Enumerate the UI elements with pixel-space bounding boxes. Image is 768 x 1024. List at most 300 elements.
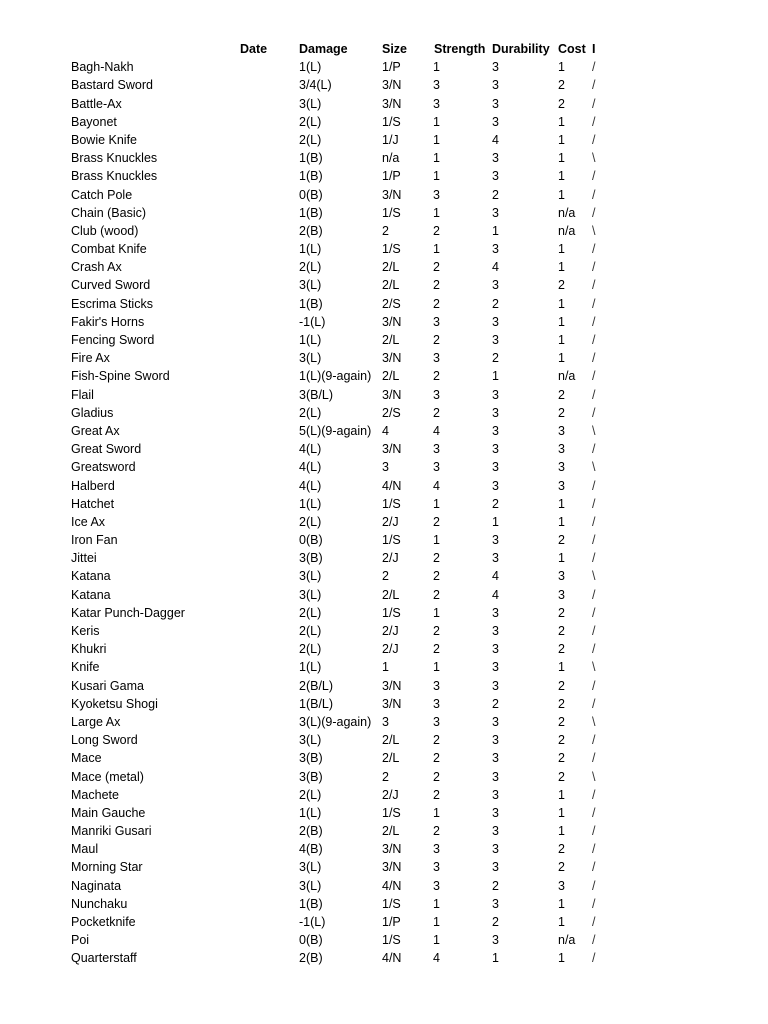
cell-durability[interactable]: 4: [492, 587, 499, 602]
cell-damage[interactable]: -1(L): [299, 915, 326, 929]
cell-weapon-name[interactable]: Fire Ax: [71, 351, 110, 366]
cell-size[interactable]: 1/S: [382, 242, 401, 257]
cell-cost[interactable]: 1: [558, 787, 565, 802]
cell-weapon-name[interactable]: Ice Ax: [71, 514, 106, 529]
cell-extra[interactable]: \: [592, 569, 596, 584]
cell-cost[interactable]: 1: [558, 60, 565, 75]
cell-durability[interactable]: 3: [492, 405, 499, 420]
cell-strength[interactable]: 2: [433, 333, 440, 347]
cell-strength[interactable]: 3: [433, 714, 440, 729]
cell-damage[interactable]: 1(B): [299, 151, 323, 166]
cell-durability[interactable]: 3: [492, 278, 499, 293]
cell-strength[interactable]: 1: [433, 205, 440, 220]
cell-weapon-name[interactable]: Great Sword: [71, 442, 142, 457]
cell-strength[interactable]: 4: [433, 478, 440, 493]
cell-extra[interactable]: /: [592, 733, 596, 748]
cell-extra[interactable]: \: [592, 714, 596, 729]
cell-damage[interactable]: 2(B/L): [299, 678, 334, 693]
cell-extra[interactable]: /: [592, 824, 596, 839]
cell-extra[interactable]: \: [592, 660, 596, 675]
cell-strength[interactable]: 2: [433, 587, 440, 602]
cell-cost[interactable]: 1: [558, 151, 565, 166]
cell-size[interactable]: 2/L: [382, 824, 400, 839]
cell-cost[interactable]: 1: [558, 314, 565, 329]
cell-extra[interactable]: /: [592, 278, 596, 293]
cell-extra[interactable]: /: [592, 132, 596, 147]
cell-damage[interactable]: 1(L): [299, 496, 322, 511]
cell-cost[interactable]: 1: [558, 333, 565, 347]
cell-durability[interactable]: 2: [492, 696, 499, 711]
cell-strength[interactable]: 1: [433, 933, 440, 948]
cell-damage[interactable]: 0(B): [299, 933, 323, 948]
cell-weapon-name[interactable]: Machete: [71, 787, 119, 802]
cell-extra[interactable]: /: [592, 442, 596, 457]
cell-cost[interactable]: 1: [558, 805, 565, 820]
cell-extra[interactable]: /: [592, 933, 596, 948]
cell-size[interactable]: 4: [382, 423, 389, 438]
cell-extra[interactable]: /: [592, 878, 596, 893]
cell-damage[interactable]: 2(L): [299, 514, 322, 529]
cell-damage[interactable]: 1(B): [299, 896, 323, 911]
cell-damage[interactable]: 4(L): [299, 442, 322, 457]
cell-cost[interactable]: n/a: [558, 223, 576, 238]
cell-cost[interactable]: 3: [558, 878, 565, 893]
cell-size[interactable]: 2: [382, 569, 389, 584]
cell-size[interactable]: 2/S: [382, 405, 401, 420]
cell-cost[interactable]: 2: [558, 78, 565, 93]
cell-strength[interactable]: 2: [433, 751, 440, 766]
cell-damage[interactable]: 4(L): [299, 478, 322, 493]
cell-durability[interactable]: 2: [492, 187, 499, 202]
cell-cost[interactable]: 2: [558, 769, 565, 784]
cell-extra[interactable]: /: [592, 96, 596, 111]
cell-durability[interactable]: 3: [492, 205, 499, 220]
cell-durability[interactable]: 3: [492, 733, 499, 748]
cell-strength[interactable]: 3: [433, 678, 440, 693]
cell-cost[interactable]: 2: [558, 278, 565, 293]
cell-size[interactable]: 2/L: [382, 751, 400, 766]
cell-extra[interactable]: /: [592, 860, 596, 875]
cell-size[interactable]: 2: [382, 769, 389, 784]
cell-durability[interactable]: 3: [492, 242, 499, 257]
cell-weapon-name[interactable]: Morning Star: [71, 860, 143, 875]
cell-weapon-name[interactable]: Battle-Ax: [71, 96, 122, 111]
cell-cost[interactable]: 2: [558, 387, 565, 402]
cell-cost[interactable]: 2: [558, 96, 565, 111]
cell-size[interactable]: 2/S: [382, 296, 401, 311]
cell-durability[interactable]: 2: [492, 878, 499, 893]
cell-strength[interactable]: 1: [433, 151, 440, 166]
cell-cost[interactable]: 2: [558, 733, 565, 748]
cell-durability[interactable]: 3: [492, 842, 499, 857]
cell-damage[interactable]: 1(B): [299, 205, 323, 220]
cell-size[interactable]: 2/L: [382, 587, 400, 602]
cell-size[interactable]: 2: [382, 223, 389, 238]
cell-durability[interactable]: 3: [492, 805, 499, 820]
cell-damage[interactable]: 2(L): [299, 114, 322, 129]
cell-durability[interactable]: 3: [492, 114, 499, 129]
cell-extra[interactable]: \: [592, 151, 596, 166]
cell-extra[interactable]: /: [592, 551, 596, 566]
cell-extra[interactable]: /: [592, 896, 596, 911]
cell-extra[interactable]: /: [592, 387, 596, 402]
cell-strength[interactable]: 3: [433, 187, 440, 202]
cell-damage[interactable]: 2(B): [299, 951, 323, 966]
cell-extra[interactable]: /: [592, 314, 596, 329]
cell-extra[interactable]: /: [592, 478, 596, 493]
cell-damage[interactable]: 2(L): [299, 787, 322, 802]
cell-strength[interactable]: 3: [433, 460, 440, 475]
cell-cost[interactable]: 1: [558, 660, 565, 675]
cell-strength[interactable]: 2: [433, 551, 440, 566]
cell-size[interactable]: 2/J: [382, 514, 399, 529]
cell-durability[interactable]: 3: [492, 333, 499, 347]
cell-size[interactable]: 3/N: [382, 96, 402, 111]
cell-cost[interactable]: 1: [558, 169, 565, 184]
cell-weapon-name[interactable]: Mace: [71, 751, 102, 766]
cell-extra[interactable]: \: [592, 423, 596, 438]
cell-size[interactable]: 1/S: [382, 533, 401, 548]
cell-strength[interactable]: 2: [433, 569, 440, 584]
cell-size[interactable]: 2/L: [382, 278, 400, 293]
cell-damage[interactable]: 3(L): [299, 278, 322, 293]
cell-extra[interactable]: /: [592, 642, 596, 657]
cell-damage[interactable]: 1(L): [299, 60, 322, 75]
cell-strength[interactable]: 4: [433, 951, 440, 966]
cell-cost[interactable]: 3: [558, 587, 565, 602]
cell-weapon-name[interactable]: Kusari Gama: [71, 678, 144, 693]
cell-weapon-name[interactable]: Combat Knife: [71, 242, 147, 257]
cell-cost[interactable]: 2: [558, 405, 565, 420]
cell-weapon-name[interactable]: Katana: [71, 569, 111, 584]
cell-cost[interactable]: 1: [558, 351, 565, 366]
cell-weapon-name[interactable]: Main Gauche: [71, 805, 146, 820]
cell-weapon-name[interactable]: Bastard Sword: [71, 78, 153, 93]
cell-damage[interactable]: 0(B): [299, 187, 323, 202]
cell-durability[interactable]: 3: [492, 60, 499, 75]
cell-strength[interactable]: 1: [433, 805, 440, 820]
cell-cost[interactable]: 3: [558, 478, 565, 493]
cell-weapon-name[interactable]: Curved Sword: [71, 278, 151, 293]
cell-weapon-name[interactable]: Chain (Basic): [71, 205, 147, 220]
cell-size[interactable]: 1/S: [382, 605, 401, 620]
cell-strength[interactable]: 3: [433, 351, 440, 366]
cell-cost[interactable]: 1: [558, 951, 565, 966]
cell-extra[interactable]: /: [592, 242, 596, 257]
cell-extra[interactable]: /: [592, 187, 596, 202]
cell-strength[interactable]: 4: [433, 423, 440, 438]
cell-size[interactable]: n/a: [382, 151, 400, 166]
cell-cost[interactable]: 1: [558, 896, 565, 911]
cell-extra[interactable]: /: [592, 751, 596, 766]
cell-strength[interactable]: 2: [433, 787, 440, 802]
cell-strength[interactable]: 2: [433, 260, 440, 275]
cell-damage[interactable]: 2(L): [299, 260, 322, 275]
cell-damage[interactable]: -1(L): [299, 314, 326, 329]
cell-cost[interactable]: 2: [558, 842, 565, 857]
cell-damage[interactable]: 3(B): [299, 751, 323, 766]
cell-cost[interactable]: 3: [558, 442, 565, 457]
cell-durability[interactable]: 1: [492, 223, 499, 238]
cell-extra[interactable]: /: [592, 78, 596, 93]
cell-cost[interactable]: 3: [558, 460, 565, 475]
cell-strength[interactable]: 2: [433, 769, 440, 784]
cell-extra[interactable]: /: [592, 169, 596, 184]
cell-damage[interactable]: 3(B): [299, 769, 323, 784]
cell-cost[interactable]: 1: [558, 242, 565, 257]
cell-extra[interactable]: /: [592, 333, 596, 347]
cell-size[interactable]: 2/J: [382, 551, 399, 566]
cell-size[interactable]: 1/S: [382, 896, 401, 911]
cell-durability[interactable]: 3: [492, 660, 499, 675]
cell-size[interactable]: 1/J: [382, 132, 399, 147]
cell-damage[interactable]: 3(L): [299, 351, 322, 366]
column-header-durability[interactable]: Durability: [492, 42, 550, 56]
cell-damage[interactable]: 1(L)(9-again): [299, 369, 372, 384]
cell-size[interactable]: 3/N: [382, 442, 402, 457]
cell-size[interactable]: 1/P: [382, 60, 401, 75]
cell-damage[interactable]: 2(L): [299, 624, 322, 638]
cell-damage[interactable]: 1(B): [299, 296, 323, 311]
cell-cost[interactable]: 3: [558, 423, 565, 438]
cell-weapon-name[interactable]: Maul: [71, 842, 99, 857]
cell-strength[interactable]: 1: [433, 242, 440, 257]
cell-damage[interactable]: 1(L): [299, 660, 322, 675]
cell-durability[interactable]: 1: [492, 369, 499, 384]
cell-damage[interactable]: 1(L): [299, 242, 322, 257]
cell-weapon-name[interactable]: Flail: [71, 387, 94, 402]
cell-extra[interactable]: /: [592, 260, 596, 275]
cell-damage[interactable]: 3(L): [299, 96, 322, 111]
cell-size[interactable]: 1/S: [382, 114, 401, 129]
cell-size[interactable]: 1/P: [382, 915, 401, 929]
cell-durability[interactable]: 3: [492, 860, 499, 875]
cell-cost[interactable]: 2: [558, 624, 565, 638]
cell-cost[interactable]: n/a: [558, 205, 576, 220]
cell-strength[interactable]: 3: [433, 878, 440, 893]
column-header-size[interactable]: Size: [382, 42, 408, 56]
cell-weapon-name[interactable]: Long Sword: [71, 733, 138, 748]
cell-strength[interactable]: 3: [433, 696, 440, 711]
cell-damage[interactable]: 5(L)(9-again): [299, 423, 372, 438]
cell-size[interactable]: 3/N: [382, 387, 402, 402]
cell-weapon-name[interactable]: Great Ax: [71, 423, 120, 438]
cell-durability[interactable]: 3: [492, 642, 499, 657]
cell-durability[interactable]: 3: [492, 896, 499, 911]
cell-damage[interactable]: 3(L): [299, 860, 322, 875]
cell-durability[interactable]: 3: [492, 605, 499, 620]
cell-durability[interactable]: 3: [492, 678, 499, 693]
cell-strength[interactable]: 1: [433, 132, 440, 147]
cell-damage[interactable]: 2(B): [299, 824, 323, 839]
cell-strength[interactable]: 3: [433, 860, 440, 875]
cell-strength[interactable]: 2: [433, 824, 440, 839]
cell-extra[interactable]: /: [592, 369, 596, 384]
cell-extra[interactable]: \: [592, 769, 596, 784]
cell-extra[interactable]: /: [592, 805, 596, 820]
cell-weapon-name[interactable]: Brass Knuckles: [71, 169, 158, 184]
cell-cost[interactable]: 1: [558, 496, 565, 511]
cell-strength[interactable]: 2: [433, 278, 440, 293]
cell-durability[interactable]: 2: [492, 915, 499, 929]
cell-strength[interactable]: 3: [433, 96, 440, 111]
cell-cost[interactable]: 3: [558, 569, 565, 584]
cell-durability[interactable]: 3: [492, 314, 499, 329]
cell-durability[interactable]: 3: [492, 96, 499, 111]
cell-extra[interactable]: \: [592, 223, 596, 238]
cell-strength[interactable]: 2: [433, 405, 440, 420]
cell-cost[interactable]: 2: [558, 605, 565, 620]
cell-cost[interactable]: n/a: [558, 369, 576, 384]
cell-size[interactable]: 3/N: [382, 314, 402, 329]
cell-extra[interactable]: /: [592, 842, 596, 857]
cell-damage[interactable]: 2(L): [299, 405, 322, 420]
cell-strength[interactable]: 1: [433, 496, 440, 511]
cell-cost[interactable]: 2: [558, 751, 565, 766]
cell-cost[interactable]: 2: [558, 642, 565, 657]
cell-strength[interactable]: 1: [433, 114, 440, 129]
cell-extra[interactable]: /: [592, 351, 596, 366]
column-header-extra[interactable]: I: [592, 42, 596, 56]
cell-size[interactable]: 2/J: [382, 642, 399, 657]
cell-durability[interactable]: 3: [492, 769, 499, 784]
cell-size[interactable]: 2/J: [382, 787, 399, 802]
cell-weapon-name[interactable]: Katana: [71, 587, 111, 602]
cell-size[interactable]: 2/L: [382, 333, 400, 347]
cell-strength[interactable]: 3: [433, 842, 440, 857]
cell-strength[interactable]: 2: [433, 624, 440, 638]
cell-cost[interactable]: 1: [558, 132, 565, 147]
cell-weapon-name[interactable]: Iron Fan: [71, 533, 118, 548]
cell-durability[interactable]: 4: [492, 569, 499, 584]
cell-strength[interactable]: 3: [433, 78, 440, 93]
cell-weapon-name[interactable]: Bagh-Nakh: [71, 60, 134, 75]
cell-weapon-name[interactable]: Quarterstaff: [71, 951, 137, 966]
cell-weapon-name[interactable]: Mace (metal): [71, 769, 144, 784]
cell-strength[interactable]: 1: [433, 660, 440, 675]
cell-damage[interactable]: 3(B/L): [299, 387, 334, 402]
cell-size[interactable]: 1: [382, 660, 389, 675]
cell-size[interactable]: 3/N: [382, 842, 402, 857]
cell-weapon-name[interactable]: Poi: [71, 933, 90, 948]
column-header-date[interactable]: Date: [240, 42, 268, 56]
cell-extra[interactable]: /: [592, 514, 596, 529]
cell-weapon-name[interactable]: Escrima Sticks: [71, 296, 153, 311]
cell-strength[interactable]: 2: [433, 296, 440, 311]
cell-damage[interactable]: 1(L): [299, 333, 322, 347]
cell-weapon-name[interactable]: Gladius: [71, 405, 114, 420]
cell-size[interactable]: 1/P: [382, 169, 401, 184]
cell-size[interactable]: 2/L: [382, 369, 400, 384]
cell-strength[interactable]: 2: [433, 369, 440, 384]
cell-damage[interactable]: 2(L): [299, 642, 322, 657]
cell-cost[interactable]: 2: [558, 678, 565, 693]
cell-damage[interactable]: 2(L): [299, 132, 322, 147]
cell-size[interactable]: 3: [382, 460, 389, 475]
cell-extra[interactable]: /: [592, 915, 596, 929]
column-header-damage[interactable]: Damage: [299, 42, 348, 56]
cell-damage[interactable]: 2(B): [299, 223, 323, 238]
cell-strength[interactable]: 1: [433, 896, 440, 911]
cell-size[interactable]: 4/N: [382, 878, 402, 893]
cell-durability[interactable]: 3: [492, 533, 499, 548]
cell-extra[interactable]: /: [592, 60, 596, 75]
cell-strength[interactable]: 1: [433, 169, 440, 184]
cell-cost[interactable]: 1: [558, 260, 565, 275]
cell-strength[interactable]: 2: [433, 223, 440, 238]
cell-durability[interactable]: 3: [492, 442, 499, 457]
cell-cost[interactable]: 2: [558, 860, 565, 875]
cell-extra[interactable]: /: [592, 496, 596, 511]
cell-strength[interactable]: 3: [433, 442, 440, 457]
cell-cost[interactable]: 2: [558, 533, 565, 548]
cell-weapon-name[interactable]: Brass Knuckles: [71, 151, 158, 166]
cell-weapon-name[interactable]: Khukri: [71, 642, 107, 657]
cell-durability[interactable]: 2: [492, 296, 499, 311]
cell-extra[interactable]: /: [592, 605, 596, 620]
cell-durability[interactable]: 3: [492, 387, 499, 402]
cell-size[interactable]: 3/N: [382, 351, 402, 366]
cell-weapon-name[interactable]: Knife: [71, 660, 100, 675]
cell-durability[interactable]: 3: [492, 423, 499, 438]
cell-size[interactable]: 1/S: [382, 805, 401, 820]
cell-strength[interactable]: 1: [433, 60, 440, 75]
cell-damage[interactable]: 0(B): [299, 533, 323, 548]
cell-weapon-name[interactable]: Fakir's Horns: [71, 314, 145, 329]
cell-weapon-name[interactable]: Naginata: [71, 878, 122, 893]
cell-weapon-name[interactable]: Fish-Spine Sword: [71, 369, 170, 384]
cell-strength[interactable]: 3: [433, 387, 440, 402]
cell-damage[interactable]: 1(B): [299, 169, 323, 184]
cell-durability[interactable]: 3: [492, 78, 499, 93]
cell-durability[interactable]: 3: [492, 787, 499, 802]
cell-weapon-name[interactable]: Bayonet: [71, 114, 117, 129]
cell-durability[interactable]: 3: [492, 151, 499, 166]
cell-extra[interactable]: /: [592, 587, 596, 602]
cell-weapon-name[interactable]: Manriki Gusari: [71, 824, 152, 839]
cell-durability[interactable]: 2: [492, 351, 499, 366]
cell-size[interactable]: 3/N: [382, 187, 402, 202]
cell-weapon-name[interactable]: Large Ax: [71, 714, 121, 729]
cell-weapon-name[interactable]: Katar Punch-Dagger: [71, 605, 185, 620]
cell-cost[interactable]: 1: [558, 296, 565, 311]
cell-weapon-name[interactable]: Pocketknife: [71, 915, 136, 929]
cell-extra[interactable]: /: [592, 533, 596, 548]
cell-weapon-name[interactable]: Crash Ax: [71, 260, 122, 275]
cell-cost[interactable]: 2: [558, 696, 565, 711]
cell-durability[interactable]: 3: [492, 751, 499, 766]
cell-extra[interactable]: \: [592, 460, 596, 475]
cell-strength[interactable]: 1: [433, 533, 440, 548]
cell-extra[interactable]: /: [592, 678, 596, 693]
cell-weapon-name[interactable]: Kyoketsu Shogi: [71, 696, 158, 711]
cell-extra[interactable]: /: [592, 405, 596, 420]
cell-size[interactable]: 4/N: [382, 478, 402, 493]
cell-size[interactable]: 2/L: [382, 260, 400, 275]
cell-damage[interactable]: 3(B): [299, 551, 323, 566]
cell-weapon-name[interactable]: Greatsword: [71, 460, 136, 475]
cell-strength[interactable]: 1: [433, 915, 440, 929]
cell-damage[interactable]: 3(L)(9-again): [299, 714, 372, 729]
cell-damage[interactable]: 3/4(L): [299, 78, 332, 93]
cell-size[interactable]: 3: [382, 714, 389, 729]
cell-durability[interactable]: 3: [492, 824, 499, 839]
cell-durability[interactable]: 3: [492, 933, 499, 948]
cell-size[interactable]: 1/S: [382, 496, 401, 511]
cell-strength[interactable]: 1: [433, 605, 440, 620]
cell-durability[interactable]: 3: [492, 478, 499, 493]
cell-damage[interactable]: 4(L): [299, 460, 322, 475]
